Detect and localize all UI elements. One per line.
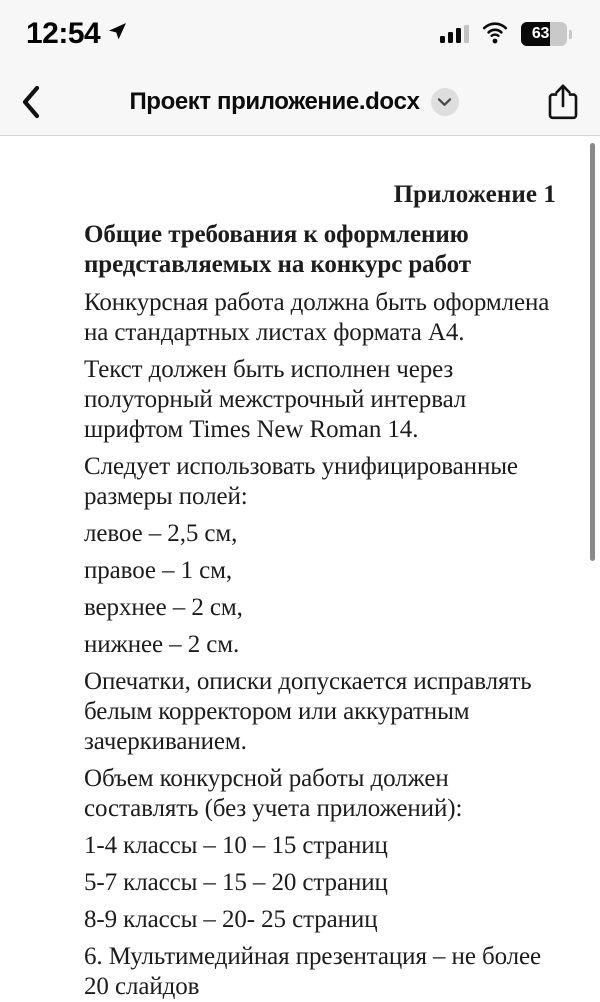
document-title-area [62,88,526,116]
navigation-bar [0,68,600,136]
status-time: 12:54 [26,17,101,50]
vertical-scrollbar[interactable] [590,143,595,561]
share-button[interactable] [526,68,600,136]
document-paragraph: 6. Мультимедийная презентация – не более 20 слайдов [84,943,542,1000]
document-paragraph: верхнее – 2 см, [84,594,243,621]
document-paragraph: Объем конкурсной работы должен составлять (без учета приложений): [84,765,463,822]
battery-cap [569,30,572,39]
location-arrow-icon [106,20,128,47]
document-options-button[interactable] [431,88,459,116]
cellular-signal-icon [440,25,469,43]
document-paragraph: 1-4 классы – 10 – 15 страниц [84,832,388,859]
document-title: Проект приложение.docx [129,87,420,115]
battery-icon [521,22,567,46]
battery-percent-label: 63 [531,25,550,42]
document-paragraph: Конкурсная работа должна быть оформлена на стандартных листах формата А4. [84,289,550,346]
share-icon [546,82,580,122]
wifi-icon [482,22,508,46]
document-paragraph: левое – 2,5 см, [84,520,238,547]
document-page [0,137,600,1002]
document-paragraph: 8-9 классы – 20- 25 страниц [84,906,378,933]
document-paragraph: Следует использовать унифицированные размеры полей: [84,453,518,510]
appendix-label: Приложение 1 [393,181,556,208]
document-paragraph: Текст должен быть исполнен через полуторный межстрочный интервал шрифтом Times New Roman 14. [84,356,467,443]
back-button[interactable] [0,68,62,136]
status-bar-right [440,22,572,46]
document-paragraph: правое – 1 см, [84,557,233,584]
status-bar-left [26,19,128,49]
document-paragraph: Опечатки, описки допускается исправлять белым корректором или аккуратным зачеркиванием. [84,668,532,755]
battery-indicator [521,22,572,46]
document-viewer[interactable] [0,137,600,1000]
document-heading: Общие требования к оформлению представляемых на конкурс работ [84,221,471,278]
chevron-left-icon [20,84,42,120]
document-paragraph: 5-7 классы – 15 – 20 страниц [84,869,388,896]
chevron-down-icon [437,97,452,107]
document-paragraph: нижнее – 2 см. [84,631,240,658]
status-bar [0,0,600,68]
